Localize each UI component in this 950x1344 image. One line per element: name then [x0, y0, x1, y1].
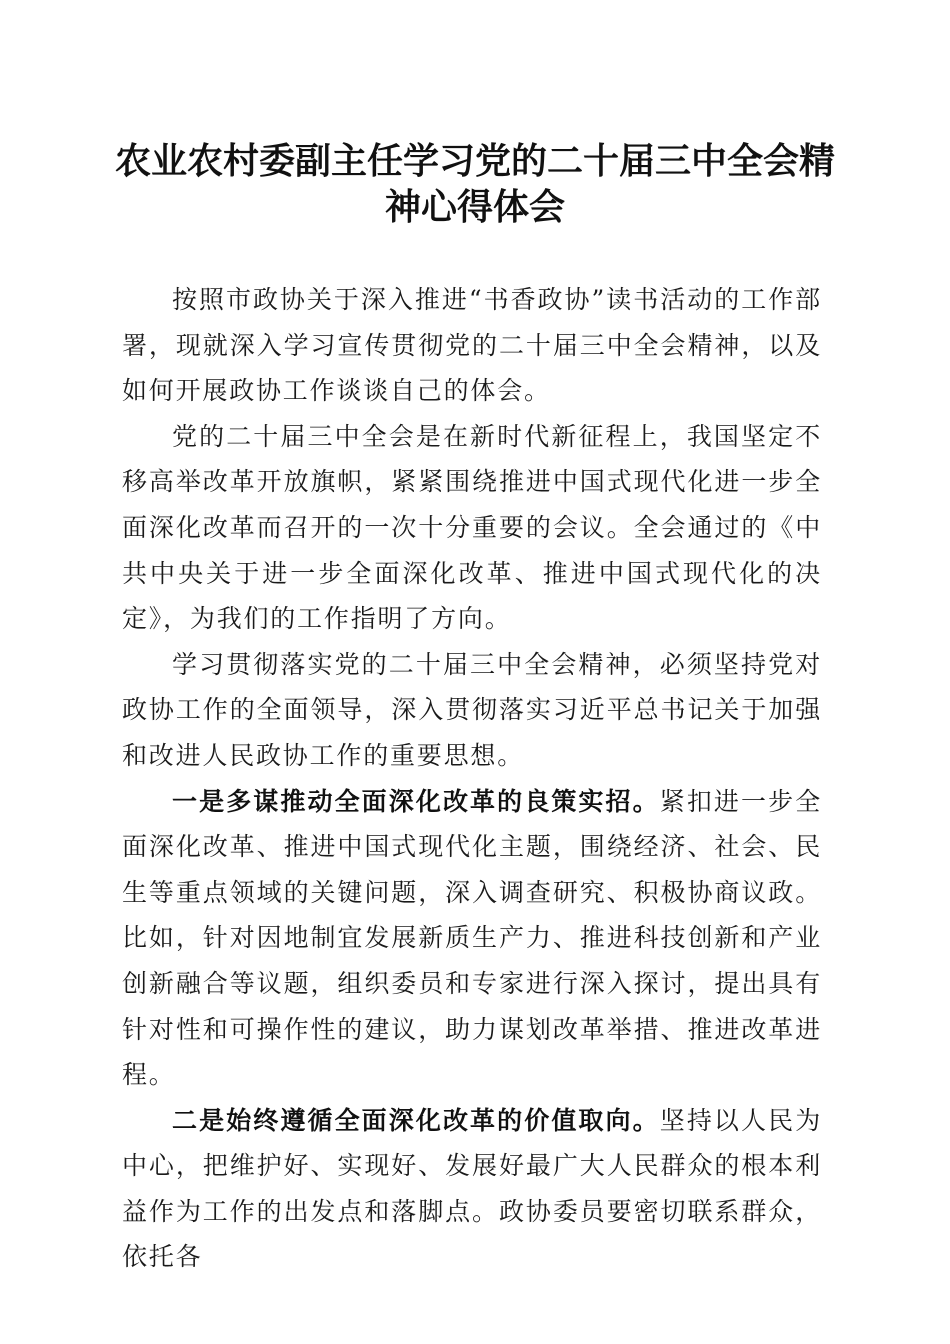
paragraph-plenum-significance	[122, 414, 822, 642]
paragraph-point-two	[122, 1098, 822, 1280]
paragraph-text: 坚持以人民为中心，把维护好、实现好、发展好最广大人民群众的根本利益作为工作的出发点和落脚点。政协委员要密切联系群众，依托各	[122, 1105, 822, 1272]
paragraph-text: 按照市政协关于深入推进“书香政协”读书活动的工作部署，现就深入学习宣传贯彻党的二十届三中全会精神，以及如何开展政协工作谈谈自己的体会。	[122, 285, 822, 406]
paragraph-lead: 二是始终遵循全面深化改革的价值取向。	[172, 1105, 660, 1135]
document-title: 农业农村委副主任学习党的二十届三中全会精神心得体会	[114, 140, 835, 228]
paragraph-party-leadership	[122, 642, 822, 779]
paragraph-point-one	[122, 779, 822, 1098]
document-body	[122, 277, 822, 1280]
paragraph-text: 学习贯彻落实党的二十届三中全会精神，必须坚持党对政协工作的全面领导，深入贯彻落实习近平总书记关于加强和改进人民政协工作的重要思想。	[122, 649, 822, 770]
paragraph-intro	[122, 277, 822, 414]
paragraph-text: 紧扣进一步全面深化改革、推进中国式现代化主题，围绕经济、社会、民生等重点领域的关键问题，深入调查研究、积极协商议政。比如，针对因地制宜发展新质生产力、推进科技创新和产业创新融合等议题，组织委员和专家进行深入探讨，提出具有针对性和可操作性的建议，助力谋划改革举措、推进改革进程。	[122, 786, 822, 1090]
paragraph-lead: 一是多谋推动全面深化改革的良策实招。	[172, 786, 660, 816]
paragraph-text: 党的二十届三中全会是在新时代新征程上，我国坚定不移高举改革开放旗帜，紧紧围绕推进中国式现代化进一步全面深化改革而召开的一次十分重要的会议。全会通过的《中共中央关于进一步全面深化改革、推进中国式现代化的决定》，为我们的工作指明了方向。	[122, 421, 822, 634]
